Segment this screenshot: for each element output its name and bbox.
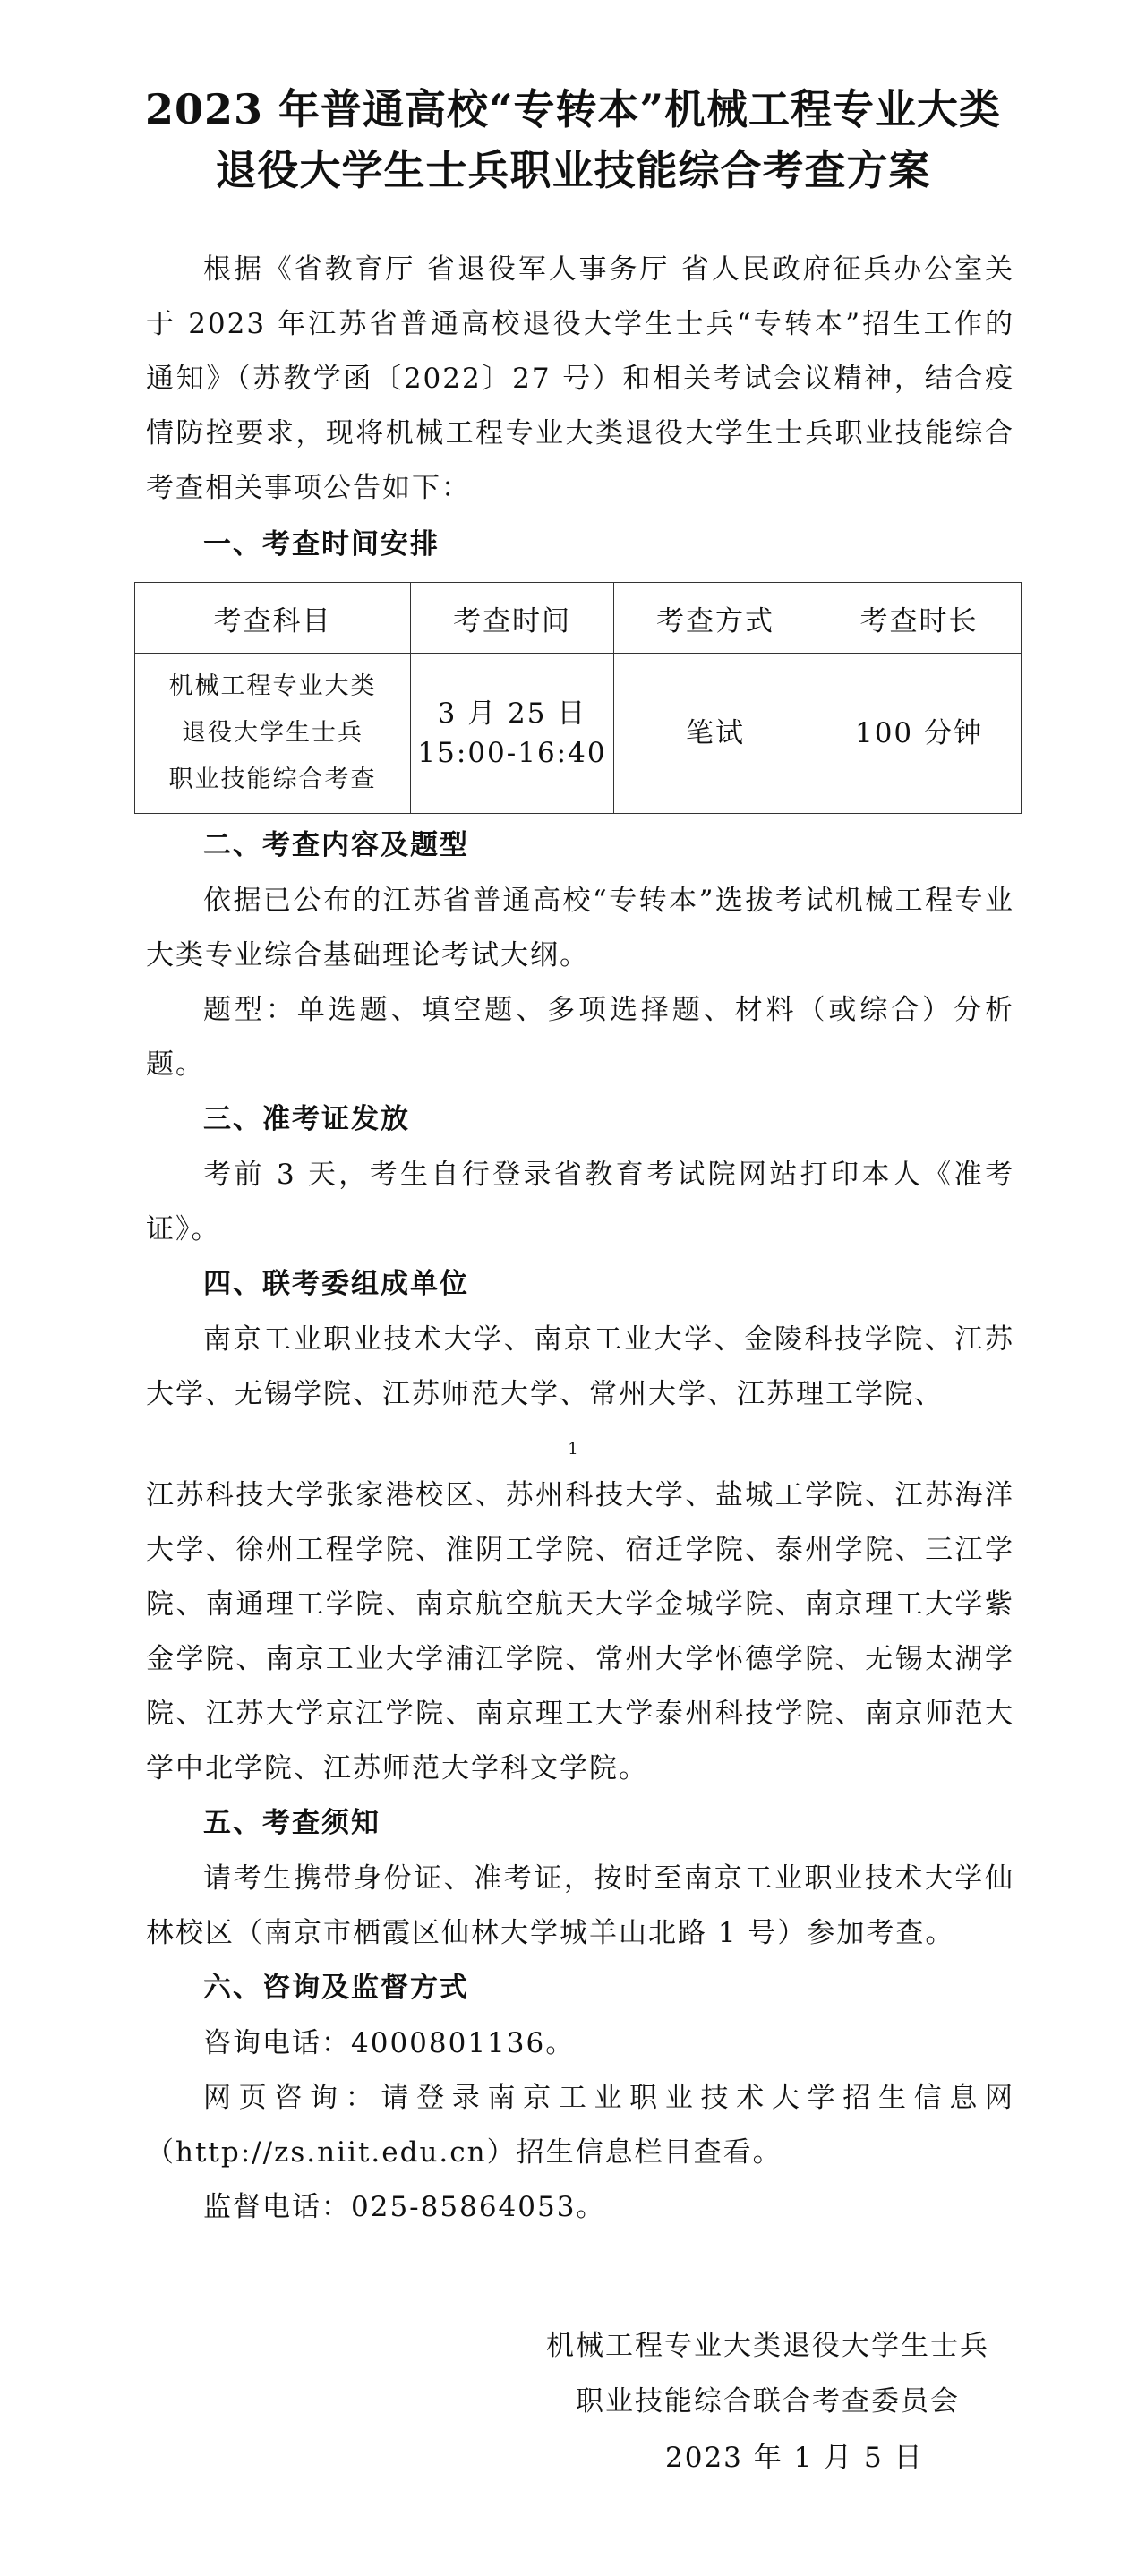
table-header-subject: 考查科目 <box>135 583 411 654</box>
section2-heading: 二、考查内容及题型 <box>203 829 469 861</box>
subject-line: 机械工程专业大类 <box>168 672 377 700</box>
section4-paragraph-part1: 南京工业职业技术大学、南京工业大学、金陵科技学院、江苏大学、无锡学院、江苏师范大学、常州大学、江苏理工学院、 <box>146 1323 1014 1410</box>
subject-line: 职业技能综合考查 <box>168 766 377 793</box>
section6-heading: 六、咨询及监督方式 <box>203 1972 469 2004</box>
section5-paragraph: 请考生携带身份证、准考证，按时至南京工业职业技术大学仙林校区（南京市栖霞区仙林大学城羊山北路 1 号）参加考查。 <box>146 1862 1014 1949</box>
supervise-phone: 监督电话：025-85864053。 <box>203 2191 606 2223</box>
subject-line: 退役大学生士兵 <box>182 719 363 747</box>
section4-heading: 四、联考委组成单位 <box>203 1268 469 1300</box>
signature-line2: 职业技能综合联合考查委员会 <box>576 2385 960 2418</box>
table-header-row <box>135 583 1022 654</box>
table-header-duration: 考查时长 <box>817 583 1022 654</box>
consult-web: 网页咨询：请登录南京工业职业技术大学招生信息网（http://zs.niit.edu.cn）招生信息栏目查看。 <box>146 2082 1014 2169</box>
intro-paragraph: 根据《省教育厅 省退役军人事务厅 省人民政府征兵办公室关于 2023 年江苏省普通高校退役大学生士兵“专转本”招生工作的通知》（苏教学函〔2022〕27 号）和相关考试会议精神，结合疫情防控要求，现将机械工程专业大类退役大学生士兵职业技能综合考查相关事项公告如下： <box>146 253 1014 504</box>
table-header-method: 考查方式 <box>614 583 817 654</box>
table-cell-duration: 100 分钟 <box>817 654 1022 814</box>
table-cell-subject <box>135 654 411 814</box>
signature-date: 2023 年 1 月 5 日 <box>665 2442 924 2474</box>
time-line: 15:00-16:40 <box>417 737 607 769</box>
table-cell-method: 笔试 <box>614 654 817 814</box>
signature-line1: 机械工程专业大类退役大学生士兵 <box>546 2330 989 2362</box>
section5-heading: 五、考查须知 <box>203 1807 381 1839</box>
consult-phone: 咨询电话：4000801136。 <box>203 2027 576 2059</box>
section2-paragraph-2: 题型：单选题、填空题、多项选择题、材料（或综合）分析题。 <box>146 994 1014 1081</box>
section1-heading: 一、考查时间安排 <box>203 528 440 561</box>
section3-heading: 三、准考证发放 <box>203 1103 410 1135</box>
exam-schedule-table <box>134 582 1022 814</box>
time-line: 3 月 25 日 <box>437 697 587 730</box>
table-header-time: 考查时间 <box>411 583 614 654</box>
doc-title-line2: 退役大学生士兵职业技能综合考查方案 <box>215 146 931 194</box>
section3-paragraph: 考前 3 天，考生自行登录省教育考试院网站打印本人《准考证》。 <box>146 1159 1014 1245</box>
table-cell-time <box>411 654 614 814</box>
section2-paragraph-1: 依据已公布的江苏省普通高校“专转本”选拔考试机械工程专业大类专业综合基础理论考试大纲。 <box>146 885 1014 971</box>
page-number: 1 <box>568 1440 578 1459</box>
doc-title-line1: 2023 年普通高校“专转本”机械工程专业大类 <box>145 85 1001 133</box>
section4-paragraph-part2: 江苏科技大学张家港校区、苏州科技大学、盐城工学院、江苏海洋大学、徐州工程学院、淮阴工学院、宿迁学院、泰州学院、三江学院、南通理工学院、南京航空航天大学金城学院、南京理工大学紫金学院、南京工业大学浦江学院、常州大学怀德学院、无锡太湖学院、江苏大学京江学院、南京理工大学泰州科技学院、南京师范大学中北学院、江苏师范大学科文学院。 <box>146 1479 1014 1784</box>
table-row <box>135 654 1022 814</box>
